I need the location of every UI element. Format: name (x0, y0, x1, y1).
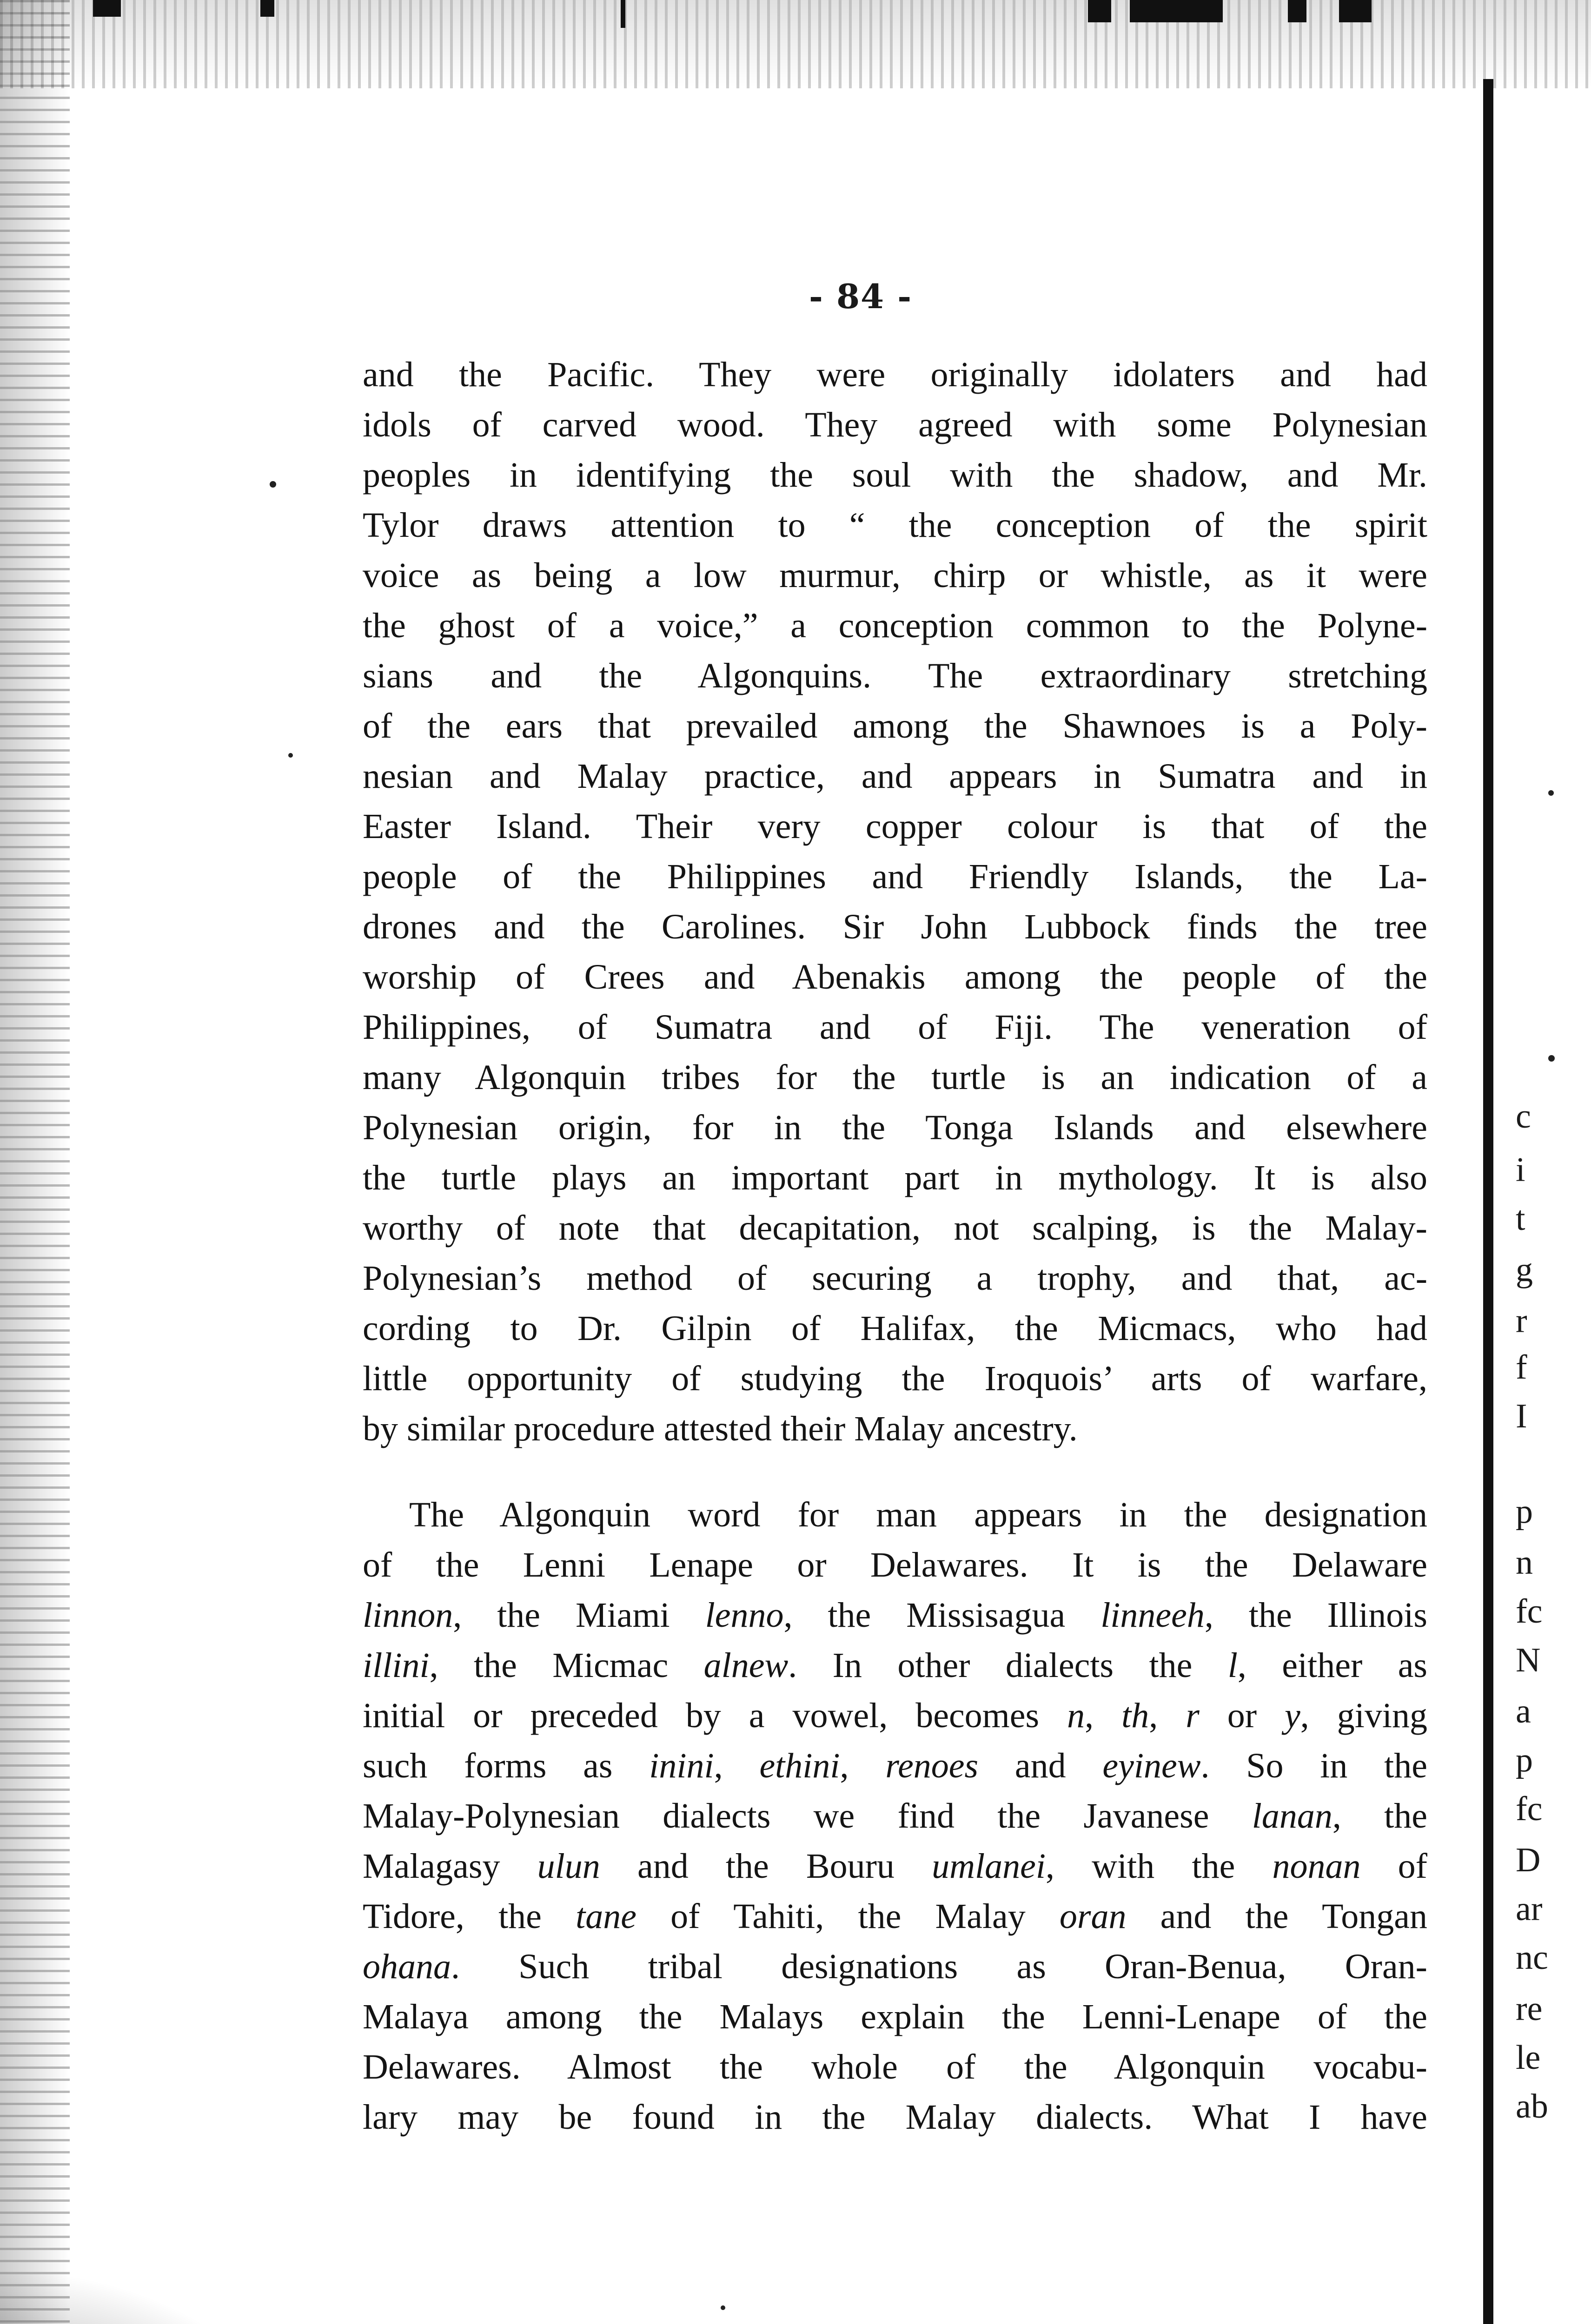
text-line: Malagasy ulun and the Bouru umlanei, with the nonan of (363, 1847, 1427, 1886)
fragment: c (1516, 1097, 1531, 1136)
word-italic: illini (363, 1646, 430, 1685)
paragraph-2 (363, 1490, 1427, 2142)
fragment: N (1516, 1641, 1541, 1679)
scan-noise-left (0, 0, 70, 2324)
fragment: p (1516, 1741, 1533, 1779)
word-italic: alnew (703, 1646, 789, 1685)
text-line: Polynesian’s method of securing a trophy, and that, ac- (363, 1259, 1427, 1298)
text-line: Polynesian origin, for in the Tonga Islands and elsewhere (363, 1108, 1427, 1147)
text-line: of the Lenni Lenape or Delawares. It is the Delaware (363, 1545, 1427, 1585)
text-line: illini, the Micmac alnew. In other dialects the l, either as (363, 1646, 1427, 1685)
fragment: nc (1516, 1939, 1548, 1977)
text-line: many Algonquin tribes for the turtle is an indication of a (363, 1058, 1427, 1097)
text-line: and the Pacific. They were originally idolaters and had (363, 355, 1427, 394)
text-line: Tidore, the tane of Tahiti, the Malay oran and the Tongan (363, 1897, 1427, 1936)
text-line: by similar procedure attested their Malay ancestry. (363, 1409, 1078, 1448)
text-line: Malaya among the Malays explain the Lenni-Lenape of the (363, 1997, 1427, 2036)
text-line: of the ears that prevailed among the Shawnoes is a Poly- (363, 706, 1427, 746)
fragment: fc (1516, 1592, 1543, 1631)
fragment: p (1516, 1492, 1533, 1531)
fragment: t (1516, 1200, 1525, 1238)
scan-speck (721, 2305, 725, 2310)
fragment: ab (1516, 2087, 1548, 2126)
text-line: drones and the Carolines. Sir John Lubbock finds the tree (363, 907, 1427, 946)
text-line: Malay-Polynesian dialects we find the Javanese lanan, the (363, 1796, 1427, 1835)
scan-speck (1548, 790, 1554, 796)
word-italic: linneeh (1100, 1596, 1205, 1635)
fragment: I (1516, 1397, 1527, 1435)
page-edge-rule (1483, 79, 1493, 2324)
fragment: g (1516, 1251, 1533, 1289)
text-line: little opportunity of studying the Iroquois’ arts of warfare, (363, 1359, 1427, 1398)
fragment: f (1516, 1348, 1527, 1386)
fragment: n (1516, 1544, 1533, 1582)
word-italic: l (1227, 1646, 1238, 1685)
text-line: peoples in identifying the soul with the shadow, and Mr. (363, 456, 1427, 495)
text-line: ohana. Such tribal designations as Oran-Benua, Oran- (363, 1947, 1427, 1986)
text-line: idols of carved wood. They agreed with some Polynesian (363, 405, 1427, 444)
scan-speck (288, 753, 293, 758)
word-italic: lenno (705, 1596, 784, 1635)
fragment: r (1516, 1302, 1527, 1340)
fragment: a (1516, 1692, 1531, 1730)
text-line: Easter Island. Their very copper colour is that of the (363, 807, 1427, 846)
text-line: worthy of note that decapitation, not scalping, is the Malay- (363, 1208, 1427, 1248)
fragment: ar (1516, 1890, 1543, 1928)
page-number: - 84 - (809, 277, 913, 316)
text-line: people of the Philippines and Friendly Islands, the La- (363, 857, 1427, 896)
paragraph-1 (363, 350, 1427, 1454)
text-line: the ghost of a voice,” a conception common to the Polyne- (363, 606, 1427, 645)
text-line: worship of Crees and Abenakis among the people of the (363, 957, 1427, 997)
fragment: i (1516, 1151, 1525, 1189)
scan-speck (1548, 1055, 1555, 1062)
scan-shadow-corner (0, 2268, 325, 2324)
text-line: nesian and Malay practice, and appears in Sumatra and in (363, 757, 1427, 796)
text-line: lary may be found in the Malay dialects. What I have (363, 2098, 1427, 2137)
word-italic: linnon (363, 1596, 453, 1635)
facing-page-fragments (1516, 0, 1590, 2324)
text-line: Delawares. Almost the whole of the Algonquin vocabu- (363, 2047, 1427, 2086)
text-line: such forms as inini, ethini, renoes and eyinew. So in the (363, 1746, 1428, 1785)
text-line: Tylor draws attention to “ the conception of the spirit (363, 506, 1427, 545)
text-line: Philippines, of Sumatra and of Fiji. The veneration of (363, 1008, 1427, 1047)
text-line: cording to Dr. Gilpin of Halifax, the Micmacs, who had (363, 1309, 1427, 1348)
text-line: sians and the Algonquins. The extraordinary stretching (363, 656, 1427, 695)
fragment: D (1516, 1841, 1541, 1879)
scan-speck (270, 481, 276, 488)
fragment: fc (1516, 1790, 1543, 1828)
fragment: le (1516, 2039, 1541, 2077)
text-line: the turtle plays an important part in mythology. It is also (363, 1158, 1427, 1197)
text-line: initial or preceded by a vowel, becomes n, th, r or y, giving (363, 1696, 1427, 1735)
text-line: linnon, the Miami lenno, the Missisagua linneeh, the Illinois (363, 1596, 1427, 1635)
text-line: voice as being a low murmur, chirp or whistle, as it were (363, 556, 1427, 595)
fragment: re (1516, 1990, 1543, 2028)
text-line: The Algonquin word for man appears in the designation (409, 1495, 1427, 1534)
